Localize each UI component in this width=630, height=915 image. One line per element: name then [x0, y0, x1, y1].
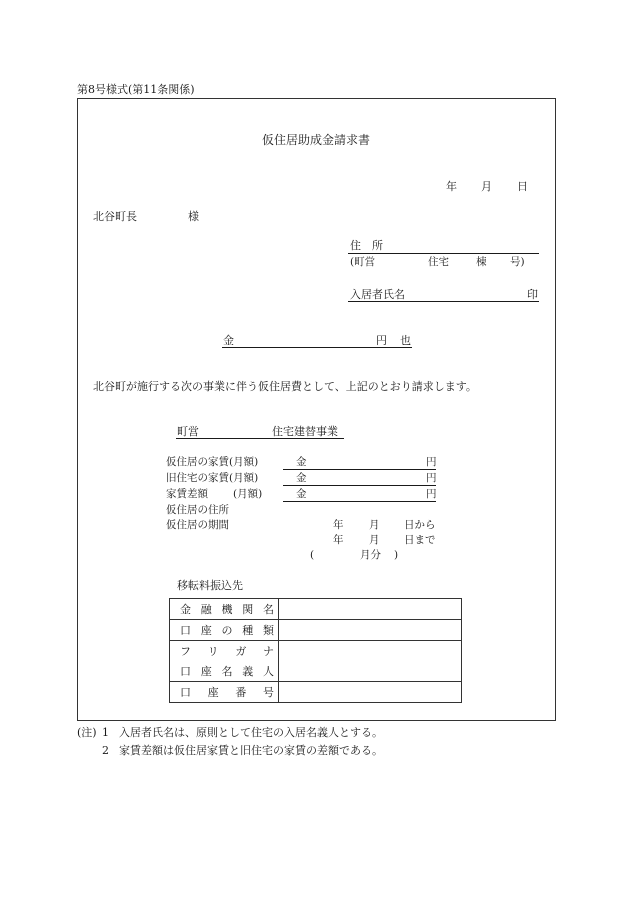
account-type-value [279, 620, 462, 641]
rent-diff-underline [283, 501, 436, 502]
rent-old-yen: 円 [426, 472, 437, 484]
bank-section-title: 移転料振込先 [177, 579, 243, 592]
table-row [170, 641, 462, 682]
note-2-number: 2 [102, 744, 109, 757]
from-year: 年 [333, 519, 344, 531]
table-row [170, 682, 462, 703]
account-type-label: 口 座 の 種 類 [170, 620, 279, 641]
amount-kin: 金 [223, 334, 234, 347]
amount-yen: 円 [376, 334, 387, 347]
address-label: 住 所 [350, 239, 383, 252]
note-1-text: 入居者氏名は、原則として住宅の入居名義人とする。 [119, 726, 383, 739]
bank-name-label: 金 融 機 関 名 [170, 599, 279, 620]
rent-temp-label: 仮住居の家賃(月額) [166, 456, 259, 468]
address-underline [348, 253, 539, 254]
addressee-honorific: 様 [188, 210, 199, 223]
rent-temp-yen: 円 [426, 456, 437, 468]
account-holder-label: フ リ ガ ナ 口 座 名 義 人 [170, 641, 279, 682]
rent-diff-yen: 円 [426, 488, 437, 500]
seal-mark: 印 [527, 288, 538, 301]
bank-transfer-table [169, 598, 462, 703]
note-2-text: 家賃差額は仮住居家賃と旧住宅の家賃の差額である。 [119, 744, 383, 757]
rent-temp-kin: 金 [296, 456, 307, 468]
months-unit: 月分 [360, 549, 381, 561]
note-1-number: 1 [102, 726, 109, 739]
number-label: 号) [510, 256, 525, 268]
date-month: 月 [481, 180, 492, 193]
to-day: 日まで [404, 534, 436, 546]
project-left: 町営 [177, 425, 199, 438]
rent-diff-monthly: (月額) [233, 488, 263, 500]
date-day: 日 [517, 180, 528, 193]
addressee-name: 北谷町長 [93, 210, 137, 223]
rent-diff-kin: 金 [296, 488, 307, 500]
resident-label: 入居者氏名 [350, 288, 405, 301]
rent-temp-underline [283, 469, 436, 470]
rent-diff-label: 家賃差額 [166, 488, 208, 500]
request-statement: 北谷町が施行する次の事業に伴う仮住居費として、上記のとおり請求します。 [93, 380, 477, 393]
table-row [170, 620, 462, 641]
from-day: 日から [404, 519, 436, 531]
account-holder-value [279, 641, 462, 682]
from-month: 月 [369, 519, 380, 531]
account-number-label: 口 座 番 号 [170, 682, 279, 703]
housing-mid: 住宅 [428, 256, 449, 268]
months-close: ) [394, 549, 399, 561]
rent-old-kin: 金 [296, 472, 307, 484]
notes-label: (注) [77, 726, 97, 739]
temp-address-label: 仮住居の住所 [166, 504, 229, 516]
project-right: 住宅建替事業 [272, 425, 338, 438]
period-label: 仮住居の期間 [166, 519, 229, 531]
rent-old-underline [283, 485, 436, 486]
amount-ya: 也 [400, 334, 411, 347]
date-year: 年 [446, 180, 457, 193]
account-number-value [279, 682, 462, 703]
form-number: 第8号様式(第11条関係) [77, 83, 195, 96]
form-title: 仮住居助成金請求書 [262, 133, 371, 147]
months-open: ( [310, 549, 315, 561]
to-month: 月 [369, 534, 380, 546]
to-year: 年 [333, 534, 344, 546]
amount-underline [222, 347, 412, 348]
resident-underline [348, 301, 539, 302]
bank-name-value [279, 599, 462, 620]
building-label: 棟 [476, 256, 487, 268]
rent-old-label: 旧住宅の家賃(月額) [166, 472, 259, 484]
housing-prefix: (町営 [350, 256, 376, 268]
project-underline [176, 438, 344, 439]
table-row [170, 599, 462, 620]
